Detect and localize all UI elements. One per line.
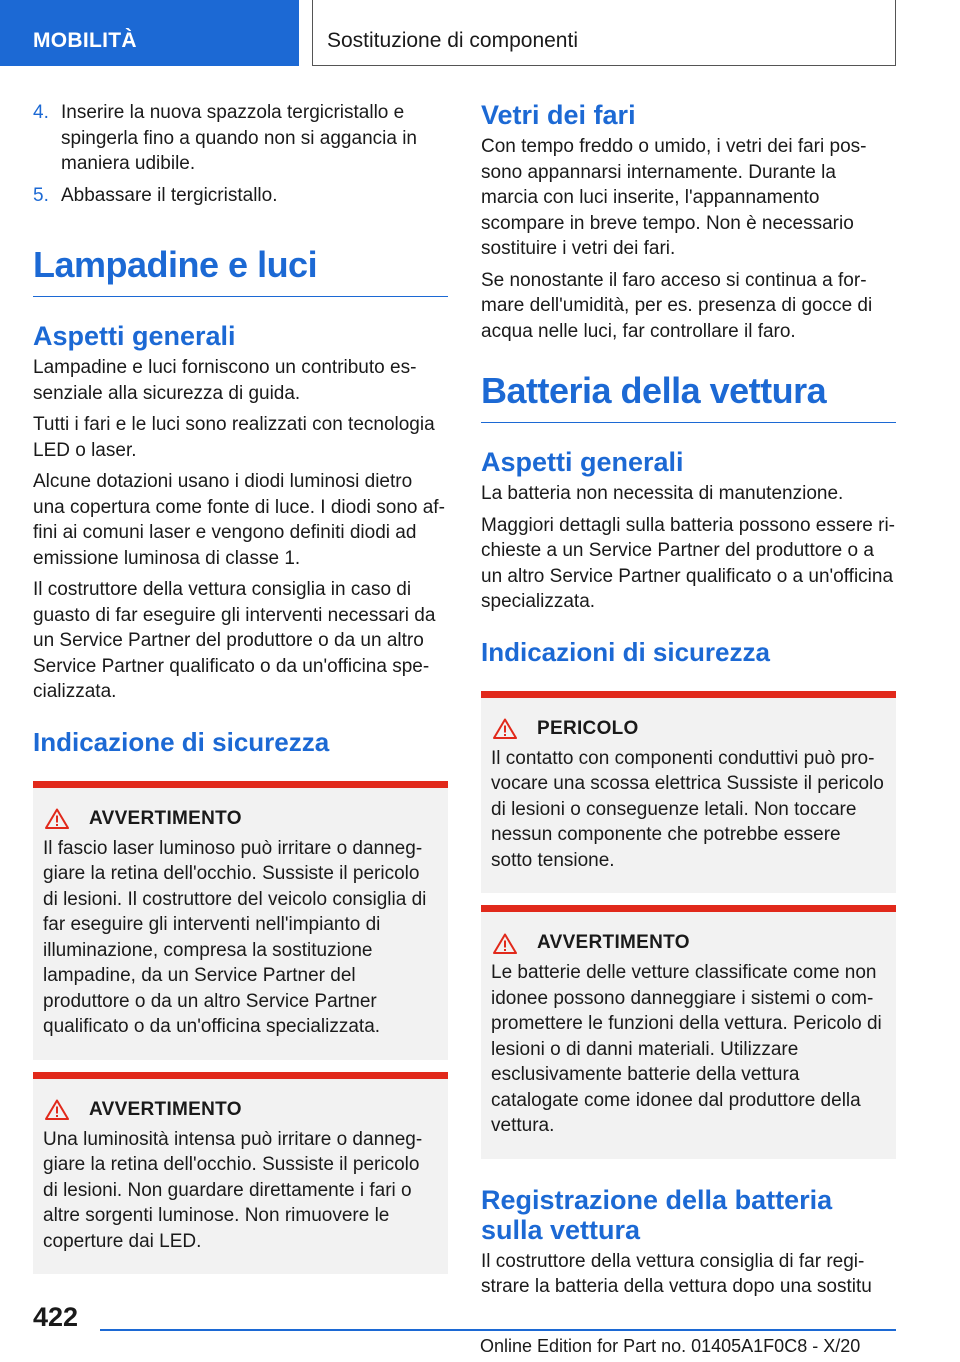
step-number: 4. (33, 102, 49, 123)
heading-lampadine: Lampadine e luci (33, 244, 448, 297)
paragraph: Il costruttore della vettura consiglia di far registrare la batteria della vettura dopo una sostitu (481, 1250, 872, 1297)
warning-box (33, 781, 448, 1060)
warning-text: Le batterie delle vetture classificate come non idonee possono danneggiare i sistemi o compromettere le funzioni della vettura. Pericolo di lesioni o di danni materiali. Utilizzare esclusivamente batterie della vettura catalogate come idonee dal produttore della vettura. (491, 962, 882, 1136)
warning-box (33, 1072, 448, 1275)
paragraph: Maggiori dettagli sulla batteria possono essere richieste a un Service Partner del produttore o a un altro Service Partner qualificato o a un'officina specializzata. (481, 514, 895, 612)
paragraph: Il costruttore della vettura consiglia in caso di guasto di far eseguire gli interventi necessari da un Service Partner del produttore o da un altro Service Partner qualificato o da un'officina specializzata. (33, 579, 436, 702)
heading-indicazioni-sicurezza: Indicazioni di sicurezza (481, 636, 770, 667)
step-text: Inserire la nuova spazzola tergicristallo e spingerla fino a quando non si aggancia in maniera udibile. (61, 102, 417, 174)
step-item (33, 183, 448, 209)
footer-edition: Online Edition for Part no. 01405A1F0C8 - X/20 (480, 1336, 861, 1356)
warning-title: AVVERTIMENTO (537, 932, 690, 953)
step-number: 5. (33, 184, 49, 206)
footer-divider (100, 1329, 896, 1331)
warning-triangle-icon (45, 1099, 69, 1120)
section-tab (0, 0, 299, 66)
page-number: 422 (33, 1302, 79, 1332)
danger-text: Il contatto con componenti conduttivi può provocare una scossa elettrica Sussiste il pericolo di lesioni o conseguenze letali. Non toccare nessun componente che potrebbe essere sotto tensione. (491, 747, 884, 871)
warning-triangle-icon (45, 808, 69, 829)
paragraph: Tutti i fari e le luci sono realizzati con tecnologia LED o laser. (33, 414, 435, 461)
step-item (33, 100, 448, 177)
warning-title: AVVERTIMENTO (89, 1098, 242, 1120)
heading-registrazione-batteria: Registrazione della batteria sulla vettura (481, 1184, 833, 1245)
heading-indicazione-sicurezza: Indicazione di sicurezza (33, 726, 330, 757)
danger-title: PERICOLO (537, 717, 639, 739)
step-text: Abbassare il tergicristallo. (61, 184, 278, 206)
paragraph: La batteria non necessita di manutenzione. (481, 483, 844, 504)
right-column (481, 100, 896, 1306)
paragraph: Lampadine e luci forniscono un contributo essenziale alla sicurezza di guida. (33, 357, 417, 404)
warning-title: AVVERTIMENTO (89, 807, 242, 829)
warning-text: Una luminosità intensa può irritare o danneggiare la retina dell'occhio. Sussiste il pericolo di lesioni. Non guardare direttamente i fari o altre sorgenti luminose. Non rimuovere le coperture dai LED. (43, 1128, 423, 1252)
left-column (33, 100, 448, 1274)
chapter-title: Sostituzione di componenti (327, 29, 578, 52)
heading-batteria: Batteria della vettura (481, 370, 896, 423)
danger-triangle-icon (493, 718, 517, 739)
paragraph: Con tempo freddo o umido, i vetri dei fari possono appannarsi internamente. Durante la marcia con luci inserite, l'appannamento scompare in breve tempo. Non è necessario sostituire i vetri dei fari. (481, 136, 867, 259)
warning-text: Il fascio laser luminoso può irritare o danneggiare la retina dell'occhio. Sussiste il pericolo di lesioni. Il costruttore del veicolo consiglia di far eseguire gli interventi nell'impianto di illuminazione, compresa la sostituzione lampadine, da un Service Partner del produttore o da un altro Service Partner qualificato o da un'officina specializzata. (43, 837, 427, 1037)
heading-vetri-fari: Vetri dei fari (481, 100, 636, 130)
danger-box (481, 691, 896, 894)
paragraph: Alcune dotazioni usano i diodi luminosi dietro una copertura come fonte di luce. I diodi sono affini ai comuni laser e vengono definiti diodi ad emissione luminosa di classe 1. (33, 471, 445, 569)
section-title: MOBILITÀ (33, 29, 137, 52)
warning-box (481, 905, 896, 1159)
heading-aspetti-generali: Aspetti generali (481, 447, 684, 477)
warning-triangle-icon (493, 933, 517, 954)
chapter-header (312, 0, 896, 66)
paragraph: Se nonostante il faro acceso si continua a formare dell'umidità, per es. presenza di gocce di acqua nelle luci, far controllare il faro. (481, 269, 873, 342)
heading-aspetti-generali: Aspetti generali (33, 321, 236, 351)
